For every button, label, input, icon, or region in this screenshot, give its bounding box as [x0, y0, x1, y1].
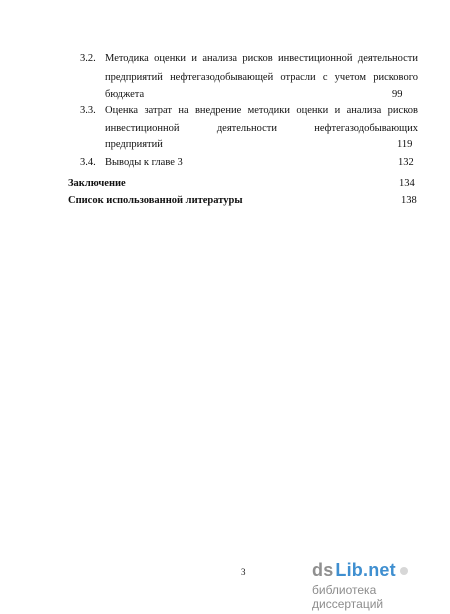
toc-entry-3-3-number: 3.3.: [80, 105, 96, 116]
toc-conclusion-label: Заключение: [68, 178, 126, 189]
toc-entry-3-2-line-1: Методика оценки и анализа рисков инвестиционной деятельности: [105, 53, 418, 64]
watermark-subtitle: библиотека диссертаций: [312, 583, 384, 611]
toc-entry-3-4-number: 3.4.: [80, 157, 96, 168]
toc-entry-3-3-line-3: предприятий: [105, 139, 163, 150]
toc-entry-3-3-line-2: инвестиционной деятельности нефтегазодобывающих: [105, 123, 418, 134]
watermark-logo-prefix: ds: [312, 560, 334, 580]
toc-entry-3-4-page: 132: [398, 157, 414, 168]
toc-references-label: Список использованной литературы: [68, 195, 243, 206]
toc-entry-3-2-line-3: бюджета: [105, 89, 145, 100]
page-number: 3: [241, 567, 246, 577]
watermark-logo: [312, 560, 440, 581]
toc-entry-3-2-number: 3.2.: [80, 53, 96, 64]
toc-conclusion-page: 134: [399, 178, 415, 189]
watermark-logo-suffix: Lib.net: [335, 560, 396, 580]
toc-entry-3-3-page: 119: [397, 139, 413, 150]
toc-entry-3-2-page: 99: [392, 89, 403, 100]
dslib-watermark: [312, 560, 440, 611]
toc-references-page: 138: [401, 195, 417, 206]
toc-entry-3-4-line-1: Выводы к главе 3: [105, 157, 183, 168]
watermark-dot-icon: [400, 567, 408, 575]
toc-entry-3-3-line-1: Оценка затрат на внедрение методики оценки и анализа рисков: [105, 105, 418, 116]
toc-entry-3-2-line-2: предприятий нефтегазодобывающей отрасли с учетом рискового: [105, 72, 418, 83]
